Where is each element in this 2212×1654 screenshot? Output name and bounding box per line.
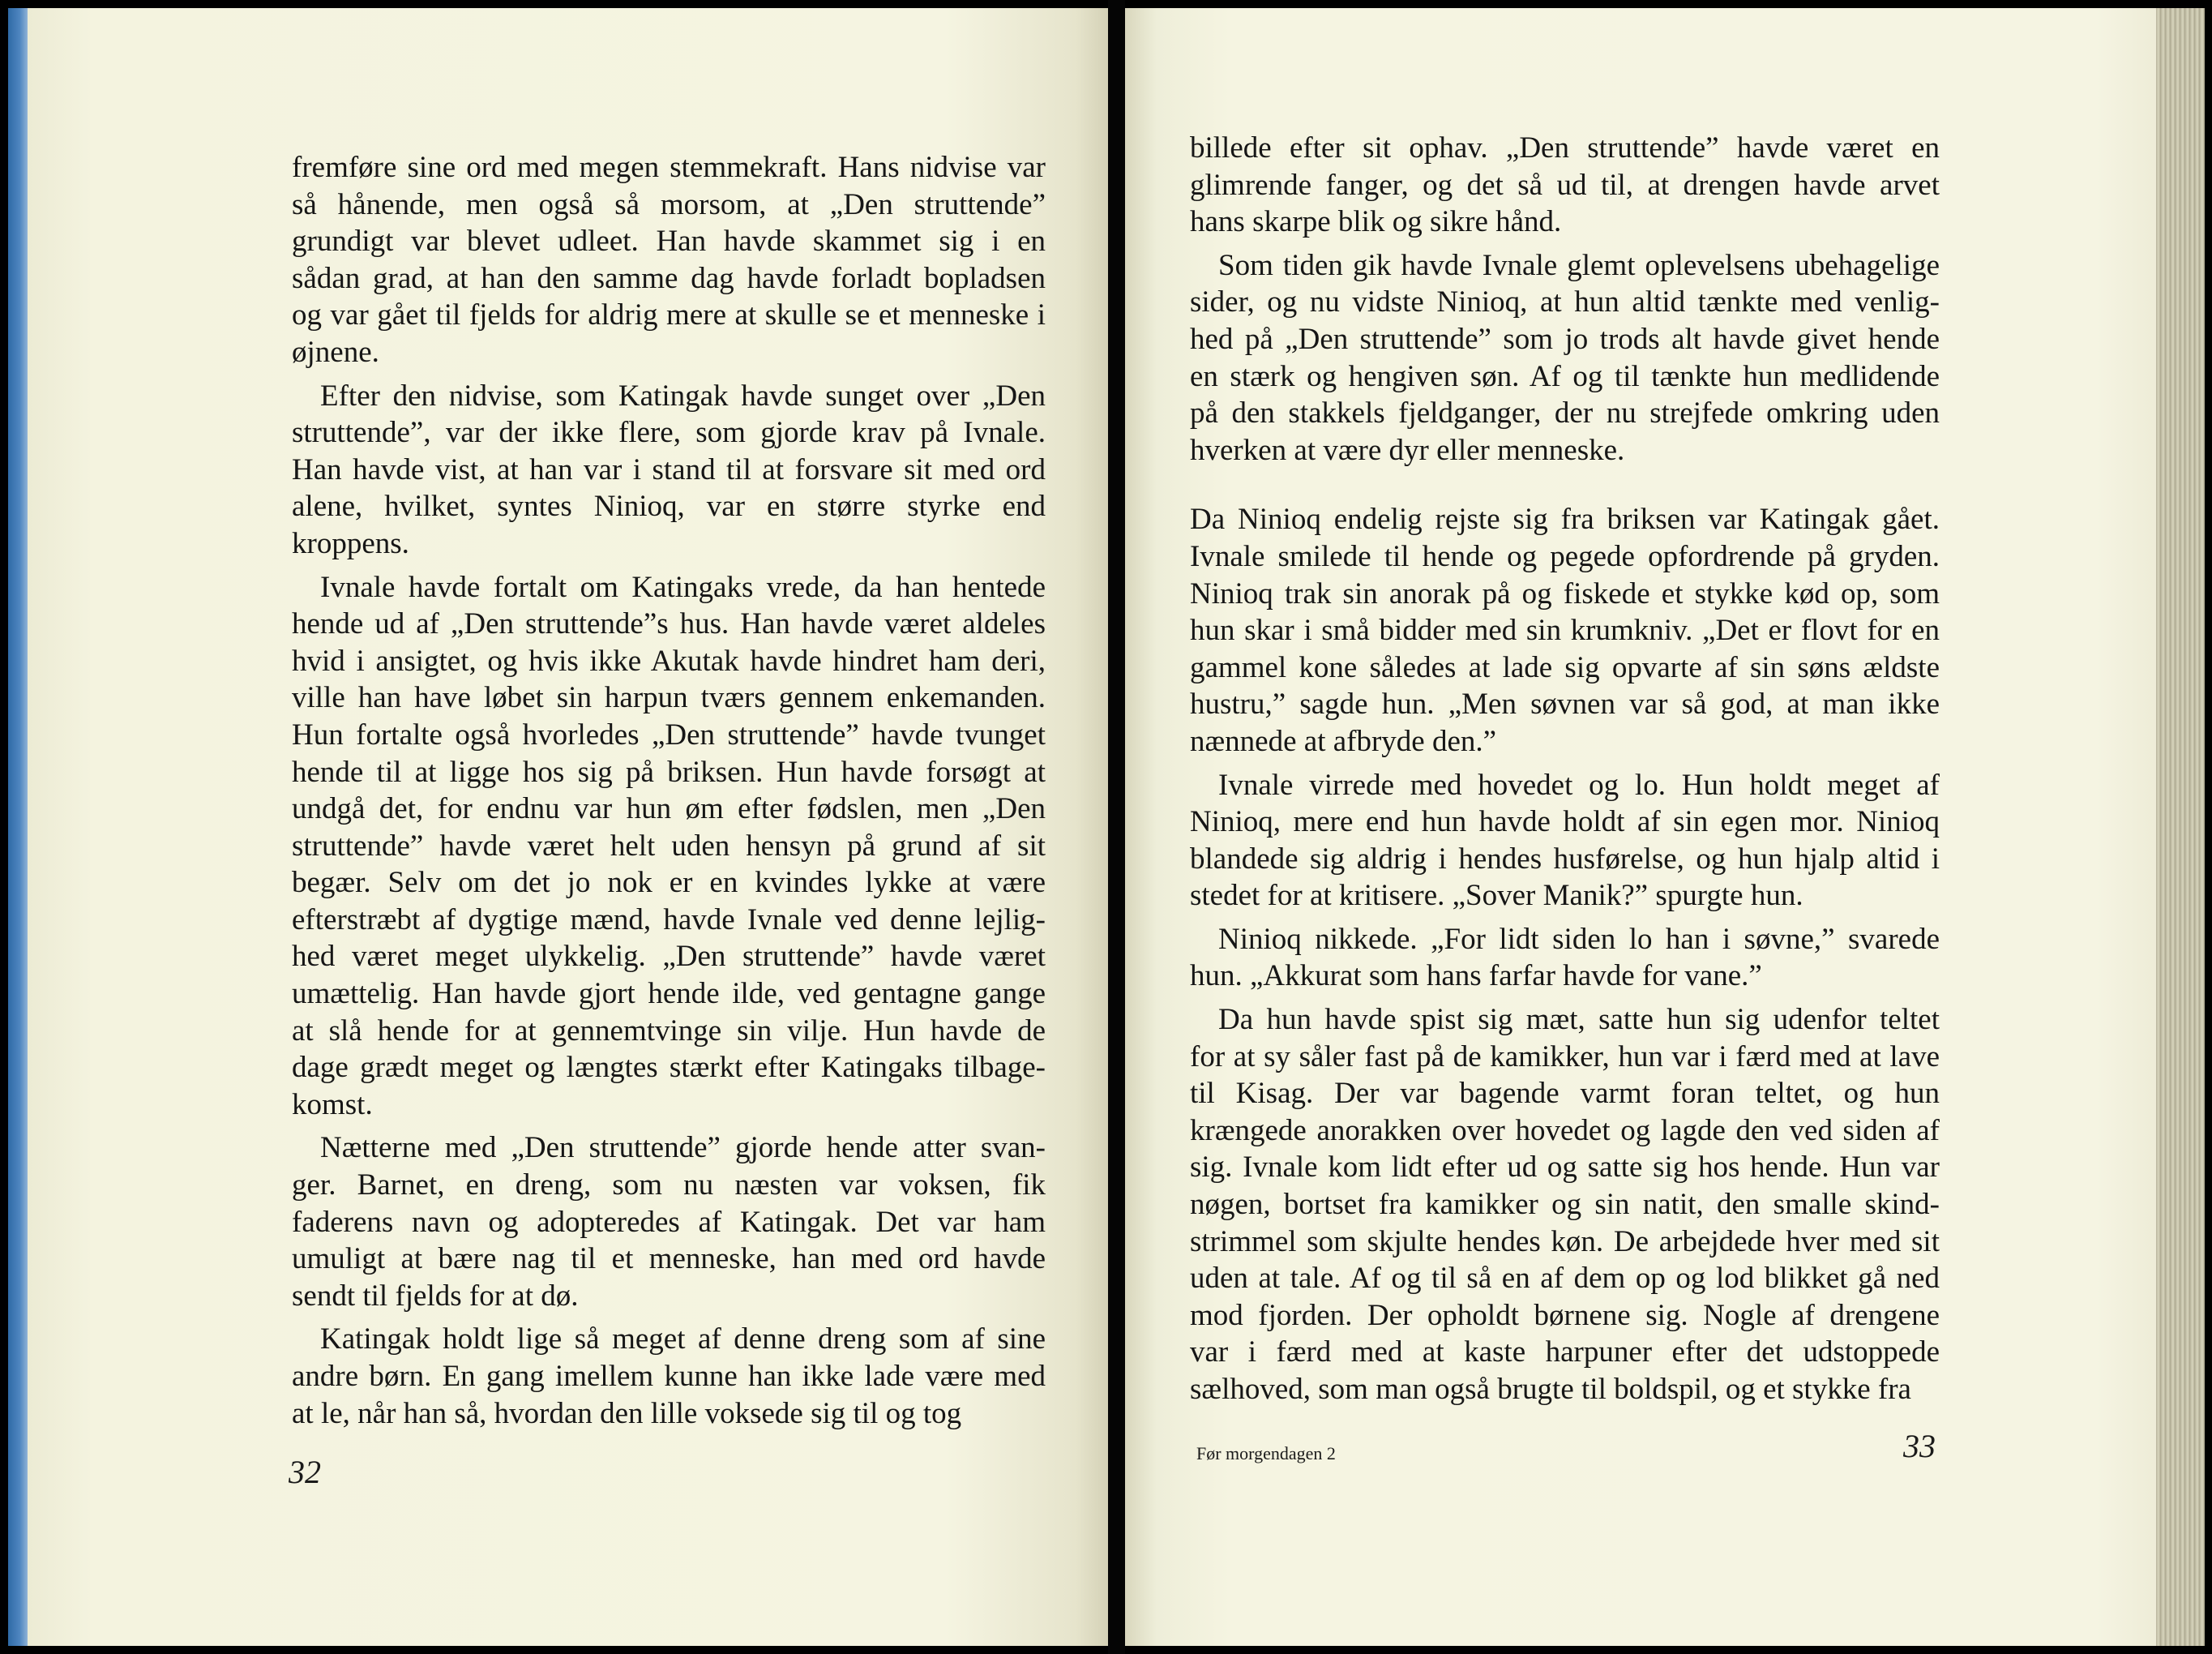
text-line: umuligt at bære nag til et menneske, han med ord havde [292, 1242, 1046, 1276]
text-line: hverken at være dyr eller menneske. [1190, 433, 1625, 467]
text-line: strimmel som skjulte hendes køn. De arbejdede hver med sit [1190, 1224, 1940, 1258]
text-line: ville han have løbet sin harpun tværs gennem enkemanden. [292, 681, 1046, 715]
text-line: grundigt var blevet udleet. Han havde skammet sig i en [292, 225, 1046, 259]
text-line: Som tiden gik havde Ivnale glemt oplevelsens ubehagelige [1218, 248, 1940, 282]
right-page-text [1190, 130, 1940, 1408]
book-gutter [1108, 0, 1125, 1654]
text-line: sider, og nu vidste Ninioq, at hun altid tænkte med venlig- [1190, 285, 1940, 319]
paragraph-gap [1190, 915, 1940, 921]
text-line: var i færd med at kaste harpuner efter det udstoppede [1190, 1335, 1940, 1369]
text-line: Ivnale virrede med hovedet og lo. Hun holdt meget af [1218, 768, 1940, 802]
text-line: sig. Ivnale kom lidt efter ud og satte sig hos hende. Hun var [1190, 1151, 1940, 1185]
text-line: en stærk og hengiven søn. Af og til tænkte hun medlidende [1190, 359, 1940, 393]
text-line: Efter den nidvise, som Katingak havde sunget over „Den [320, 379, 1046, 413]
text-line: kroppens. [292, 526, 409, 560]
paragraph-gap [292, 563, 1046, 569]
text-line: struttende” havde været helt uden hensyn på grund af sit [292, 829, 1046, 863]
text-line: blandede sig aldrig i hendes husførelse, og hun hjalp altid i [1190, 842, 1940, 876]
text-line: hans skarpe blik og sikre hånd. [1190, 205, 1562, 239]
text-line: hende til at ligge hos sig på briksen. Hun havde forsøgt at [292, 755, 1046, 789]
text-line: andre børn. En gang imellem kunne han ikke lade være med [292, 1360, 1046, 1393]
text-line: hed på „Den struttende” som jo trods alt havde givet hende [1190, 322, 1940, 356]
text-line: Ivnale smilede til hende og pegede opfordrende på gryden. [1190, 539, 1940, 573]
text-line: umættelig. Han havde gjort hende ilde, ved gentagne gange [292, 977, 1046, 1011]
text-line: hvid i ansigtet, og hvis ikke Akutak havde hindret ham deri, [292, 644, 1046, 678]
text-line: hende ud af „Den struttende”s hus. Han havde været aldeles [292, 607, 1046, 641]
paragraph-gap [292, 1314, 1046, 1321]
text-line: mod fjorden. Der opholdt børnene sig. Nogle af drengene [1190, 1298, 1940, 1332]
signature-mark: Før morgendagen 2 [1196, 1443, 1336, 1463]
text-line: Ninioq trak sin anorak på og fiskede et stykke kød op, som [1190, 576, 1940, 611]
text-line: Hun fortalte også hvorledes „Den struttende” havde tvunget [292, 718, 1046, 752]
left-page-text [292, 149, 1046, 1432]
text-line: undgå det, for endnu var hun øm efter fødslen, men „Den [292, 792, 1046, 826]
text-line: ger. Barnet, en dreng, som nu næsten var voksen, fik [292, 1168, 1046, 1202]
text-line: til Kisag. Der var bagende varmt foran teltet, og hun [1190, 1077, 1940, 1111]
text-line: dage grædt meget og længtes stærkt efter Katingaks tilbage- [292, 1051, 1046, 1085]
text-line: sælhoved, som man også brugte til boldspil, og et stykke fra [1190, 1373, 1911, 1406]
text-line: hun skar i små bidder med sin krumkniv. „Det er flovt for en [1190, 614, 1940, 648]
paragraph-gap [1190, 469, 1940, 501]
paragraph-gap [1190, 761, 1940, 767]
right-page-number: 33 [1903, 1428, 1936, 1464]
text-line: gammel kone således at lade sig opvarte af sin søns ældste [1190, 650, 1940, 684]
text-line: sådan grad, at han den samme dag havde forladt bopladsen [292, 261, 1046, 295]
text-line: sendt til fjelds for at dø. [292, 1279, 579, 1313]
text-line: Da hun havde spist sig mæt, satte hun sig udenfor teltet [1218, 1003, 1940, 1037]
text-line: Ninioq nikkede. „For lidt siden lo han i søvne,” svarede [1218, 922, 1940, 956]
text-line: at le, når han så, hvordan den lille voksede sig til og tog [292, 1396, 962, 1430]
text-line: hun. „Akkurat som hans farfar havde for vane.” [1190, 959, 1762, 993]
paragraph-gap [1190, 241, 1940, 247]
text-line: glimrende fanger, og det så ud til, at drengen havde arvet [1190, 168, 1940, 202]
text-line: komst. [292, 1087, 373, 1121]
text-line: så hånende, men også så morsom, at „Den struttende” [292, 187, 1046, 221]
text-line: for at sy såler fast på de kamikker, hun var i færd med at lave [1190, 1039, 1940, 1073]
text-line: alene, hvilket, syntes Ninioq, var en større styrke end [292, 490, 1046, 524]
text-line: Katingak holdt lige så meget af denne dreng som af sine [320, 1322, 1046, 1356]
left-page-number: 32 [289, 1454, 321, 1490]
text-line: øjnene. [292, 335, 379, 369]
text-line: Ivnale havde fortalt om Katingaks vrede, da han hentede [320, 570, 1046, 604]
text-line: fremføre sine ord med megen stemmekraft. Hans nidvise var [292, 151, 1046, 184]
text-line: struttende”, var der ikke flere, som gjorde krav på Ivnale. [292, 416, 1046, 450]
text-line: på den stakkels fjeldganger, der nu strejfede omkring uden [1190, 396, 1940, 431]
text-line: Ninioq, mere end hun havde holdt af sin egen mor. Ninioq [1190, 805, 1940, 839]
text-line: krængede anorakken over hovedet og lagde den ved siden af [1190, 1113, 1940, 1147]
right-page [1125, 8, 2180, 1646]
paragraph-gap [1190, 995, 1940, 1001]
paragraph-gap [292, 371, 1046, 378]
page-fore-edge [2156, 8, 2205, 1646]
text-line: nøgen, bortset fra kamikker og sin natit, den smalle skind- [1190, 1188, 1940, 1222]
text-line: og var gået til fjelds for aldrig mere at skulle se et menneske i [292, 298, 1046, 332]
text-line: nænnede at afbryde den.” [1190, 724, 1497, 758]
book-spine-edge [8, 8, 28, 1646]
text-line: Da Ninioq endelig rejste sig fra briksen var Katingak gået. [1190, 503, 1940, 537]
text-line: uden at tale. Af og til så en af dem op og lod blikket gå ned [1190, 1262, 1940, 1296]
text-line: billede efter sit ophav. „Den struttende” havde været en [1190, 131, 1940, 165]
text-line: begær. Selv om det jo nok er en kvindes lykke at være [292, 866, 1046, 900]
text-line: at slå hende for at gennemtvinge sin vilje. Hun havde de [292, 1013, 1046, 1048]
text-line: stedet for at kritisere. „Sover Manik?” spurgte hun. [1190, 879, 1803, 913]
text-line: Han havde vist, at han var i stand til at forsvare sit med ord [292, 452, 1046, 486]
text-line: hustru,” sagde hun. „Men søvnen var så god, at man ikke [1190, 688, 1940, 722]
left-page [28, 8, 1108, 1646]
text-line: Nætterne med „Den struttende” gjorde hende atter svan- [320, 1131, 1046, 1165]
text-line: hed været meget ulykkelig. „Den struttende” havde været [292, 940, 1046, 974]
text-line: efterstræbt af dygtige mænd, havde Ivnale ved denne lejlig- [292, 902, 1046, 936]
text-line: faderens navn og adopteredes af Katingak. Det var ham [292, 1205, 1046, 1239]
paragraph-gap [292, 1123, 1046, 1129]
